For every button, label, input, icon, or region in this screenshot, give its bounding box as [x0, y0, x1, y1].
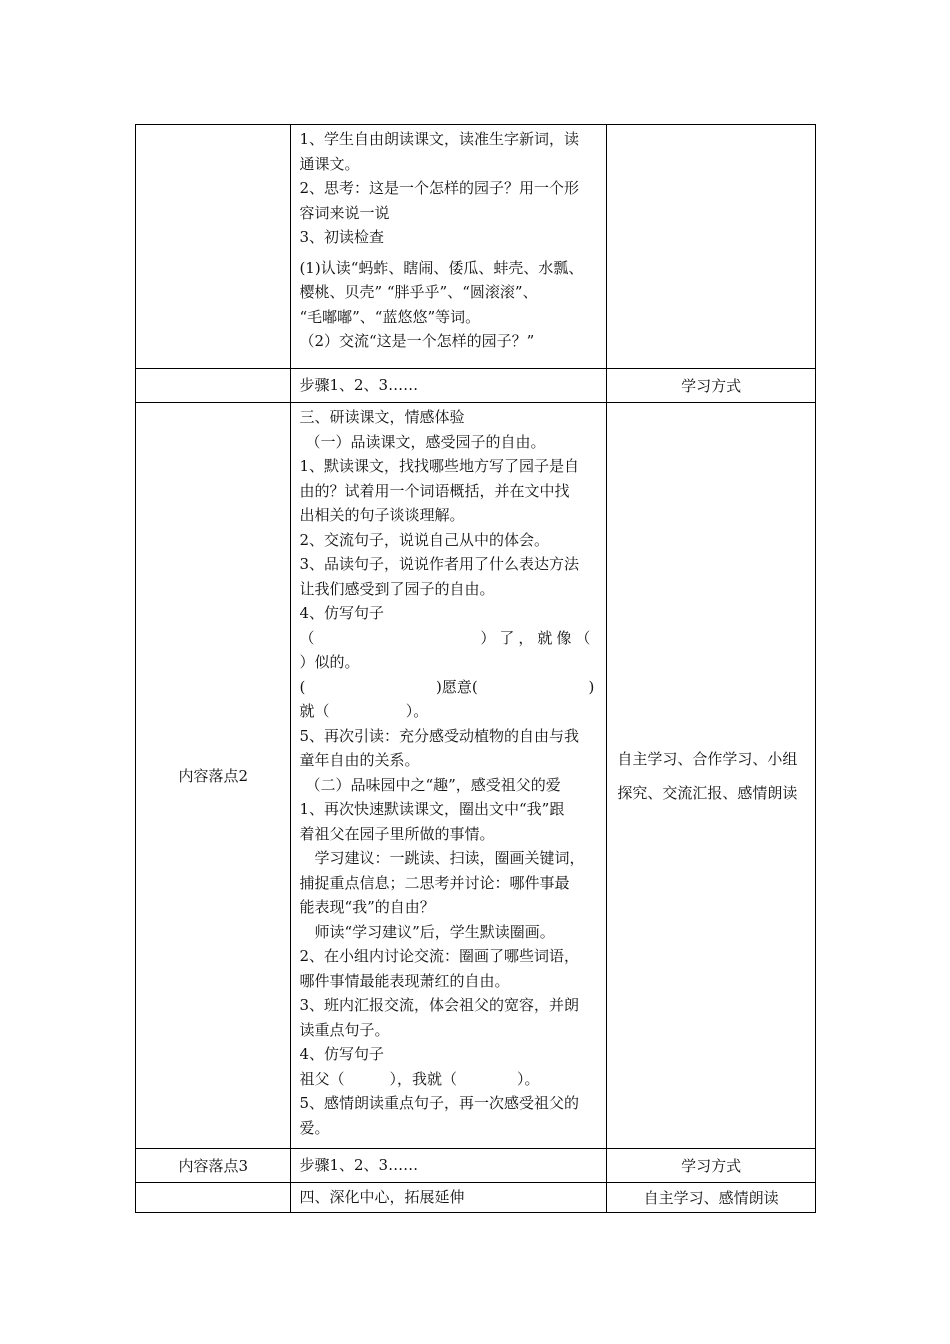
content-point-3-label: 内容落点3 — [136, 1149, 291, 1183]
text-line: 容词来说一说 — [299, 203, 390, 222]
method-header: 学习方式 — [607, 1149, 816, 1183]
text-line: 1、再次快速默读课文，圈出文中“我”跟 — [299, 800, 565, 818]
text-line: 樱桃、贝壳” “胖乎乎”、“圆滚滚”、 — [299, 283, 538, 301]
table-row — [136, 369, 816, 403]
table-row — [136, 125, 816, 369]
section-heading: 四、深化中心，拓展延伸 — [299, 1188, 465, 1206]
text-line: （2）交流“这是一个怎样的园子？” — [299, 332, 535, 350]
text-line: 师读“学习建议”后，学生默读圈画。 — [299, 922, 555, 941]
text-line: 4、仿写句子 — [299, 604, 384, 622]
row1-label-cell — [136, 125, 291, 369]
text-line: 出相关的句子谈谈理解。 — [299, 506, 465, 524]
text-line: 让我们感受到了园子的自由。 — [299, 579, 495, 598]
text-line: 2、在小组内讨论交流：圈画了哪些词语， — [299, 947, 579, 965]
text-line: 童年自由的关系。 — [299, 751, 420, 769]
row4-steps-cell — [291, 1149, 607, 1183]
text-line: 能表现“我”的自由？ — [299, 898, 435, 916]
fill-blank-line — [299, 675, 600, 700]
text-line: 5、感情朗读重点句子，再一次感受祖父的 — [299, 1094, 579, 1112]
text-line: 由的？试着用一个词语概括，并在文中找 — [299, 481, 570, 500]
text-line: ）似的。 — [299, 653, 360, 671]
blank-open: ( — [299, 677, 306, 696]
blank-close: ) — [588, 677, 595, 696]
blank-open: （ — [299, 628, 315, 647]
method-line: 探究、交流汇报、感情朗读 — [617, 783, 798, 802]
row5-content-cell — [291, 1183, 607, 1213]
table-row — [136, 1183, 816, 1213]
text-line: 2、交流句子，说说自己从中的体会。 — [299, 530, 549, 549]
text-line: 读重点句子。 — [299, 1020, 390, 1039]
text-line: 2、思考：这是一个怎样的园子？用一个形 — [299, 179, 579, 197]
fill-blank-line — [299, 626, 600, 651]
learning-methods-cell — [607, 403, 816, 1149]
row3-content-cell — [291, 403, 607, 1149]
text-line: (1)认读“蚂蚱、瞎闹、倭瓜、蚌壳、水瓢、 — [299, 258, 584, 277]
method-line: 自主学习、合作学习、小组 — [617, 749, 798, 768]
row5-label-cell — [136, 1183, 291, 1213]
text-line: 3、班内汇报交流，体会祖父的宽容，并朗 — [299, 996, 579, 1014]
blank-close: ）了，就像（ — [480, 628, 595, 647]
text-line: 就（ ）。 — [299, 702, 429, 720]
text-line: （一）品读课文，感受园子的自由。 — [305, 432, 546, 451]
content-point-2-label: 内容落点2 — [136, 403, 291, 1149]
text-line: 三、研读课文，情感体验 — [299, 408, 465, 426]
text-line: 1、默读课文，找找哪些地方写了园子是自 — [299, 457, 579, 475]
text-line: 捕捉重点信息；二思考并讨论：哪件事最 — [299, 873, 570, 892]
text-line: 爱。 — [299, 1118, 330, 1137]
text-line: 通课文。 — [299, 154, 360, 173]
text-line: 5、再次引读：充分感受动植物的自由与我 — [299, 726, 579, 745]
row1-method-cell — [607, 125, 816, 369]
text-line: 4、仿写句子 — [299, 1045, 384, 1063]
text-line: 着祖父在园子里所做的事情。 — [299, 824, 495, 843]
table-row — [136, 1149, 816, 1183]
blank-mid: )愿意( — [436, 677, 478, 696]
row5-method-cell: 自主学习、感情朗读 — [607, 1183, 816, 1213]
method-header: 学习方式 — [607, 369, 816, 403]
row2-label-cell — [136, 369, 291, 403]
row1-content-cell — [291, 125, 607, 369]
text-line: （二）品味园中之“趣”，感受祖父的爱 — [305, 775, 561, 794]
table-row — [136, 403, 816, 1149]
row2-steps-cell — [291, 369, 607, 403]
text-line: 学习建议：一跳读、扫读，圈画关键词， — [299, 849, 585, 867]
lesson-plan-table — [135, 124, 816, 1213]
steps-label: 步骤1、2、3…… — [299, 1156, 419, 1175]
text-line: 1、学生自由朗读课文，读准生字新词，读 — [299, 130, 579, 148]
text-line: 祖父（ ），我就（ ）。 — [299, 1069, 540, 1088]
steps-label: 步骤1、2、3…… — [299, 376, 419, 395]
text-line: 3、初读检查 — [299, 228, 384, 246]
text-line: “毛嘟嘟”、“蓝悠悠”等词。 — [299, 307, 481, 326]
text-line: 3、品读句子，说说作者用了什么表达方法 — [299, 555, 579, 573]
text-line: 哪件事情最能表现萧红的自由。 — [299, 971, 510, 990]
